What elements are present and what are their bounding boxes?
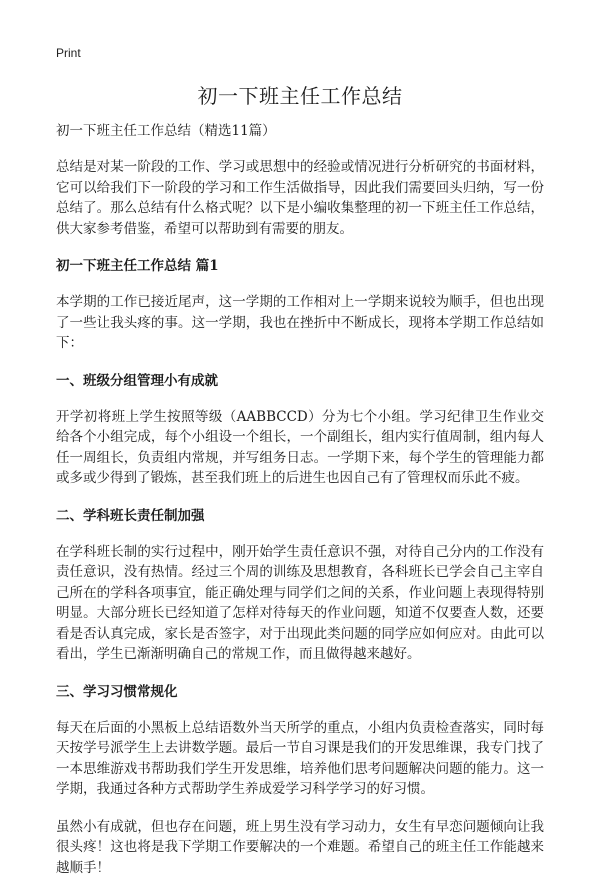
section-heading-3: 三、学习习惯常规化 [56,683,178,700]
section-body-2: 在学科班长制的实行过程中，刚开始学生责任意识不强，对待自己分内的工作没有责任意识，没有热情。经过三个周的训练及思想教育，各科班长已学会自己主宰自己所在的学科各项事宜，能正确处理与同学们之间的关系，作业问题上表现得特别明显。大部分班长已经知道了怎样对待每天的作业问题，知道不仅要查人数，还要看是否认真完成，家长是否签字，对于出现此类问题的同学应如何应对。由此可以看出，学生已渐渐明确自己的常规工作，而且做得越来越好。 [56,543,544,662]
document-title: 初一下班主任工作总结 [197,84,403,108]
document-subtitle: 初一下班主任工作总结（精选11篇） [56,123,276,139]
part-intro-paragraph: 本学期的工作已接近尾声，这一学期的工作相对上一学期来说较为顺手，但也出现了一些让我头疼的事。这一学期，我也在挫折中不断成长，现将本学期工作总结如下： [56,294,544,351]
document-body [56,121,544,895]
section-heading-1: 一、班级分组管理小有成就 [56,372,218,389]
intro-paragraph: 总结是对某一阶段的工作、学习或思想中的经验或情况进行分析研究的书面材料，它可以给我们下一阶段的学习和工作生活做指导，因此我们需要回头归纳，写一份总结了。那么总结有什么格式呢？以下是小编收集整理的初一下班主任工作总结，供大家参考借鉴，希望可以帮助到有需要的朋友。 [56,159,544,237]
section-body-1: 开学初将班上学生按照等级（AABBCCD）分为七个小组。学习纪律卫生作业交给各个小组完成，每个小组设一个组长，一个副组长，组内实行值周制，组内每人任一周组长，负责组内常规，并写组务日志。一学期下来，每个学生的管理能力都或多或少得到了锻炼，甚至我们班上的后进生也因自己有了管理权而乐此不疲。 [56,408,544,486]
print-link[interactable]: Print [56,46,81,60]
part-heading: 初一下班主任工作总结 篇1 [56,258,219,274]
section-heading-2: 二、学科班长责任制加强 [56,507,205,524]
section-body-3: 每天在后面的小黑板上总结语数外当天所学的重点，小组内负责检查落实，同时每天按学号派学生上去讲数学题。最后一节自习课是我们的开发思维课，我专门找了一本思维游戏书帮助我们学生开发思维，培养他们思考问题解决问题的能力。这一学期，我通过各种方式帮助学生养成爱学习科学学习的好习惯。 [56,719,544,797]
closing-paragraph: 虽然小有成就，但也存在问题，班上男生没有学习动力，女生有早恋问题倾向让我很头疼！这也将是我下学期工作要解决的一个难题。希望自己的班主任工作能越来越顺手！ [56,818,544,876]
